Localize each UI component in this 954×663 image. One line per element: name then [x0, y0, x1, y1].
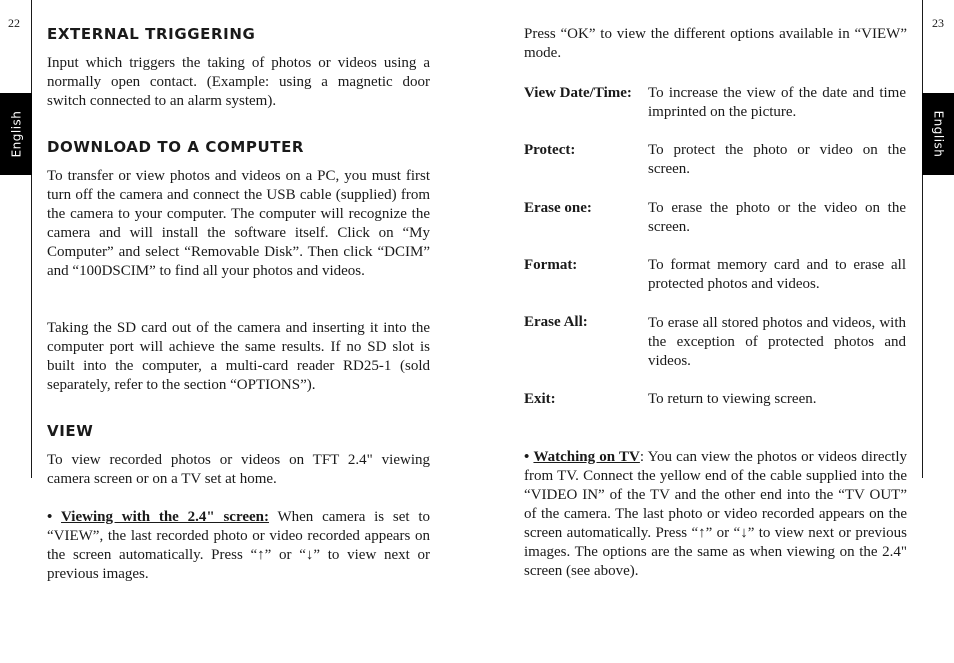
bullet-label-tv: Watching on TV [533, 449, 640, 465]
bullet-text-tv: : You can view the photos or videos directly from TV. Connect the yellow end of the cable supplied into the “VIDEO IN” of the TV and the other end into the “TV OUT” of the camera. The last photo or video recorded appears on the screen automatically. Press “↑” or “↓” to view next or previous images. The options are the same as when viewing on the 2.4" screen (see above). [524, 449, 908, 579]
left-column [47, 0, 430, 600]
option-definition: To erase all stored photos and videos, with the exception of protected photos and videos. [648, 315, 906, 369]
option-term: Erase All: [524, 314, 588, 330]
option-definition: To increase the view of the date and time imprinted on the picture. [648, 85, 906, 120]
option-term: Format: [524, 257, 578, 273]
download-paragraph-2: Taking the SD card out of the camera and inserting it into the computer port will achieve the same results. If no SD slot is built into the computer, a multi-card reader RD25-1 (sold separately, refer to the section “OPTIONS”). [47, 320, 430, 393]
option-term: Erase one: [524, 200, 592, 216]
page-number-right: 23 [932, 16, 944, 30]
section-heading-download: DOWNLOAD TO A COMPUTER [47, 138, 305, 156]
view-options-intro: Press “OK” to view the different options available in “VIEW” mode. [524, 26, 907, 61]
bullet-marker: • [47, 509, 53, 525]
option-definition: To protect the photo or video on the screen. [648, 142, 906, 177]
option-term: View Date/Time: [524, 85, 632, 101]
view-screen-bullet [47, 508, 430, 584]
option-definition: To format memory card and to erase all protected photos and videos. [648, 257, 906, 292]
download-paragraph-1: To transfer or view photos and videos on a PC, you must first turn off the camera and connect the USB cable (supplied) from the camera to your computer. The computer will recognize the camera and will install the software itself. Click on “My Computer” and select “Removable Disk”. Then click “DCIM” and “100DSCIM” to find all your photos and videos. [47, 168, 430, 279]
option-definition: To return to viewing screen. [648, 391, 817, 407]
language-tab-right [922, 93, 954, 175]
option-term: Protect: [524, 142, 576, 158]
section-heading-external-triggering: EXTERNAL TRIGGERING [47, 25, 256, 43]
page-number-left: 22 [8, 16, 20, 30]
section-heading-view: VIEW [47, 422, 94, 440]
external-triggering-text: Input which triggers the taking of photos or videos using a normally open contact. (Example: using a magnetic door switch connected to an alarm system). [47, 55, 430, 109]
language-tab-label: English [9, 110, 23, 158]
margin-rule-left [31, 0, 32, 478]
language-tab-label: English [931, 110, 945, 158]
bullet-marker: • [524, 449, 530, 465]
bullet-text-screen: When camera is set to “VIEW”, the last recorded photo or video recorded appears on the screen automatically. Press “↑” or “↓” to view next or previous images. [47, 509, 430, 582]
language-tab-left [0, 93, 32, 175]
option-term: Exit: [524, 391, 556, 407]
margin-rule-right [922, 0, 923, 478]
option-definition: To erase the photo or the video on the screen. [648, 200, 906, 235]
tv-bullet [524, 448, 907, 581]
view-intro: To view recorded photos or videos on TFT 2.4" viewing camera screen or on a TV set at home. [47, 452, 430, 487]
bullet-label-screen: Viewing with the 2.4" screen: [61, 509, 269, 525]
right-column [524, 0, 907, 600]
